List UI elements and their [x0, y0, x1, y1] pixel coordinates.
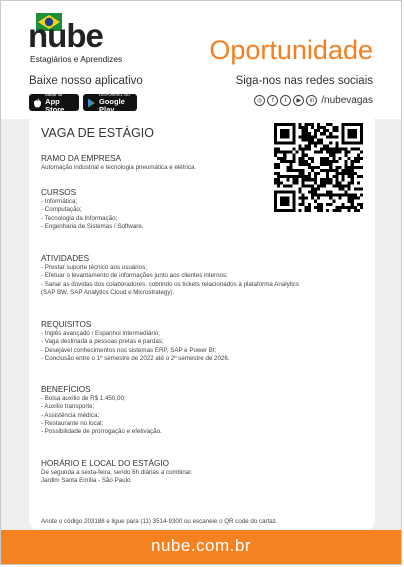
- header: [1, 1, 401, 119]
- section-3: [41, 320, 281, 363]
- linkedin-icon[interactable]: in: [306, 95, 317, 106]
- section-line: (SAP BW, SAP Analytics Cloud e Microstrategy).: [41, 288, 175, 296]
- section-heading: CURSOS: [41, 188, 77, 197]
- section-line: - Auxílio transporte;: [41, 403, 95, 411]
- contact-footer: Anote o código 203188 e ligue para (11) 3514-9300 ou escaneie o QR code do cartaz.: [41, 518, 278, 525]
- section-line: - Engenharia de Sistemas / Software.: [41, 222, 144, 230]
- section-line: De segunda a sexta-feira, sendo 6h diárias a combinar.: [41, 469, 193, 476]
- section-line: - Restaurante no local;: [41, 419, 104, 427]
- website-link[interactable]: nube.com.br: [151, 536, 251, 555]
- facebook-icon[interactable]: f: [267, 95, 278, 106]
- google-play-icon: [87, 97, 96, 108]
- bottom-banner: [1, 530, 401, 564]
- section-2: [41, 254, 299, 297]
- qr-code[interactable]: [274, 123, 363, 212]
- section-line: - Desejável conhecimentos nos sistemas ERP, SAP e Power BI;: [41, 346, 217, 354]
- section-0: [41, 154, 281, 172]
- section-line: Jardim Santa Emília - São Paulo: [41, 477, 131, 485]
- logo-tagline: Estagiários e Aprendizes: [30, 54, 123, 64]
- app-store-small: Baixar na: [45, 91, 63, 97]
- section-line: - Informática;: [41, 198, 78, 205]
- app-store-label: App Store: [45, 96, 65, 114]
- app-store-button[interactable]: [29, 91, 79, 114]
- twitter-icon[interactable]: t: [280, 95, 291, 106]
- section-line: - Bolsa auxílio de R$ 1.450,00;: [41, 395, 126, 402]
- youtube-icon[interactable]: ▶: [293, 95, 304, 106]
- logo-wordmark: nube: [28, 17, 103, 54]
- section-heading: RAMO DA EMPRESA: [41, 154, 122, 163]
- section-line: - Vaga destinada a pessoas pretas e pardas;: [41, 338, 164, 346]
- section-4: [41, 385, 281, 436]
- job-card: [29, 114, 375, 530]
- section-line: - Computação;: [41, 206, 82, 214]
- social-links: [254, 95, 373, 106]
- section-line: - Assistência médica;: [41, 411, 100, 419]
- page-heading: Oportunidade: [209, 35, 373, 65]
- section-line: - Tecnologia da Informação;: [41, 214, 118, 222]
- apple-icon: [33, 97, 42, 108]
- social-handle: /nubevagas: [321, 95, 373, 106]
- follow-social-text: Siga-nos nas redes sociais: [235, 75, 373, 87]
- section-heading: REQUISITOS: [41, 320, 92, 329]
- google-play-label: Google Play: [99, 96, 125, 114]
- section-line: Automação industrial e tecnologia pneumática e elétrica.: [41, 164, 197, 171]
- google-play-button[interactable]: [83, 91, 137, 114]
- section-line: - Prestar suporte técnico aos usuários;: [41, 264, 147, 271]
- instagram-icon[interactable]: ◎: [254, 95, 265, 106]
- google-play-small: DISPONÍVEL NO: [99, 91, 130, 97]
- section-heading: HORÁRIO E LOCAL DO ESTÁGIO: [41, 459, 169, 468]
- section-heading: BENEFÍCIOS: [41, 385, 91, 394]
- section-line: - Efetuar o levantamento de informações junto aos clientes internos;: [41, 272, 228, 280]
- section-line: - Conclusão entre o 1º semestre de 2022 até o 2º semestre de 2026.: [41, 354, 230, 362]
- section-line: - Possibilidade de prorrogação e efetivação.: [41, 428, 162, 436]
- section-line: - Sanar as dúvidas dos colaboradores, cobrindo os tickets relacionados à plataforma Analytics: [41, 280, 299, 288]
- download-app-text: Baixe nosso aplicativo: [29, 75, 143, 87]
- nube-logo: [28, 13, 168, 65]
- section-heading: ATIVIDADES: [41, 254, 90, 263]
- section-1: [41, 188, 281, 231]
- section-line: - Inglês avançado / Espanhol intermediário;: [41, 330, 161, 337]
- section-5: [41, 459, 281, 486]
- job-title: VAGA DE ESTÁGIO: [41, 126, 154, 140]
